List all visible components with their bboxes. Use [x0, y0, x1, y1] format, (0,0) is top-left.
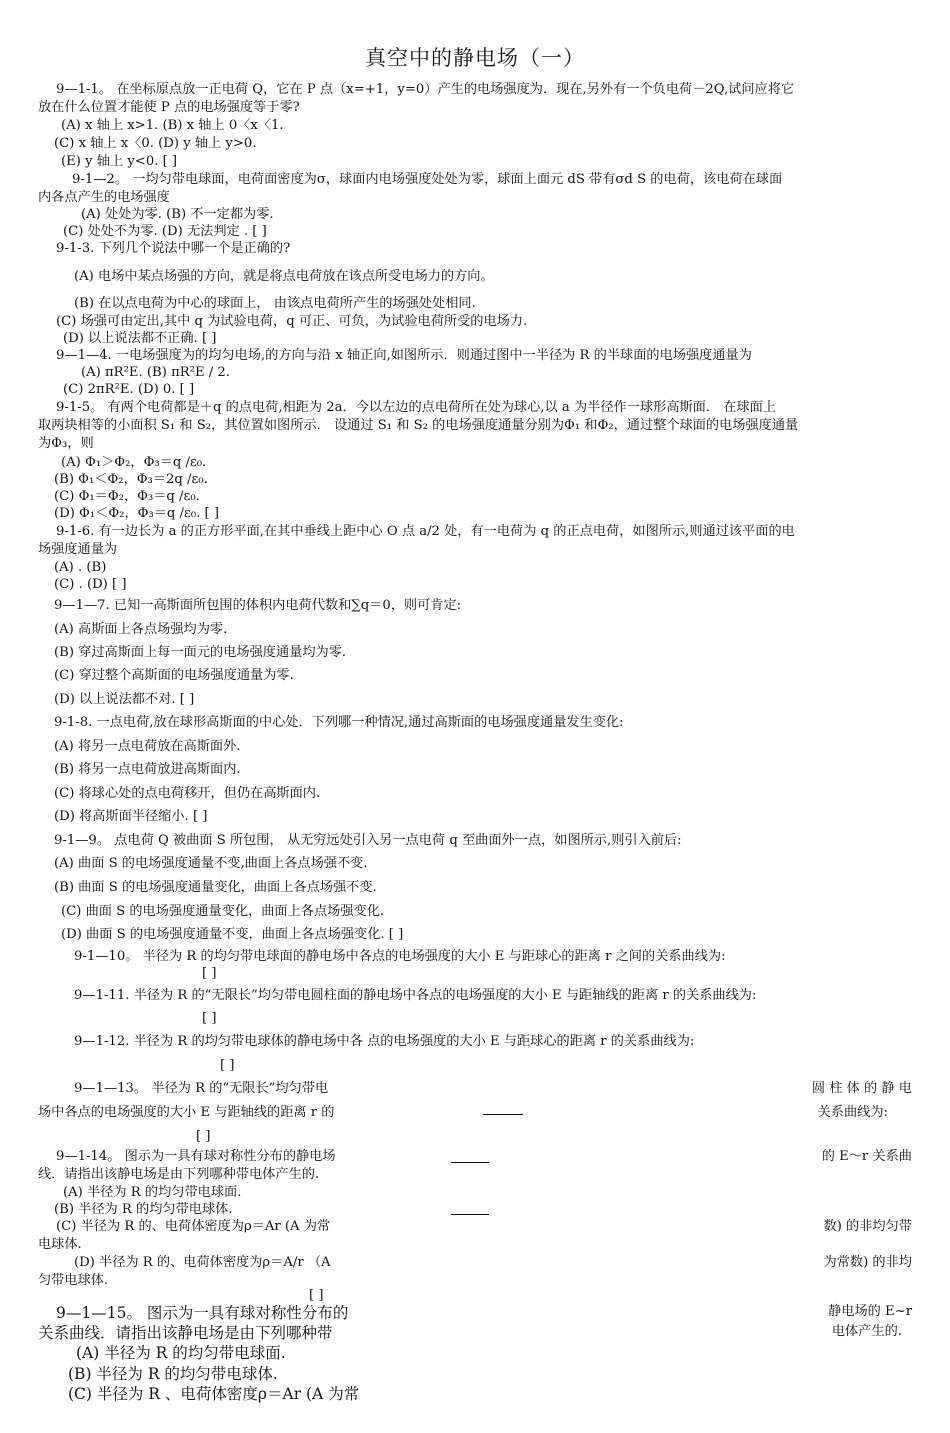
- q2-stem-line2: 内各点产生的电场强度: [38, 190, 170, 205]
- q5-option-a: (A) Φ₁＞Φ₂，Φ₃＝q /ε₀.: [61, 455, 207, 470]
- q7-option-a: (A) 高斯面上各点场强均为零.: [54, 622, 228, 637]
- q2-stem-line1: 9-1—2。 一均匀带电球面，电荷面密度为σ，球面内电场强度处处为零，球面上面元 dS 带有σd S 的电荷，该电荷在球面: [72, 172, 783, 187]
- q15-option-a: (A) 半径为 R 的均匀带电球面.: [76, 1344, 286, 1362]
- q15-right-text-line1: 静电场的 E~r: [828, 1304, 912, 1319]
- q9-option-d: (D) 曲面 S 的电场强度通量不变，曲面上各点场强变化. [ ]: [61, 927, 404, 942]
- q14-blank-line-2: [451, 1214, 489, 1215]
- q9-option-c: (C) 曲面 S 的电场强度通量变化，曲面上各点场强变化.: [61, 904, 385, 919]
- q14-option-a: (A) 半径为 R 的均匀带电球面.: [63, 1185, 242, 1200]
- q15-option-c: (C) 半径为 R 、电荷体密度ρ＝Ar (A 为常: [68, 1385, 360, 1403]
- q4-options-cd: (C) 2πR²E. (D) 0. [ ]: [63, 382, 195, 397]
- q14-right-text-line3: 为常数) 的非均: [823, 1255, 912, 1270]
- q5-stem-line3: 为Φ₃，则: [38, 436, 94, 451]
- q9-option-a: (A) 曲面 S 的电场强度通量不变,曲面上各点场强不变.: [54, 856, 368, 871]
- q6-stem-line2: 场强度通量为: [38, 542, 118, 557]
- q15-right-text-line2: 电体产生的.: [831, 1324, 902, 1339]
- q14-right-text-line2: 数) 的非均匀带: [823, 1219, 912, 1234]
- q14-option-c-line1: (C) 半径为 R 的、电荷体密度为ρ＝Ar (A 为常: [56, 1219, 331, 1234]
- q13-stem-line2: 场中各点的电场强度的大小 E 与距轴线的距离 r 的: [38, 1105, 335, 1120]
- q5-option-d: (D) Φ₁＜Φ₂，Φ₃＝q /ε₀. [ ]: [54, 506, 219, 521]
- q1-stem-line2: 放在什么位置才能使 P 点的电场强度等于零?: [38, 100, 300, 115]
- q14-stem-line2: 线．请指出该静电场是由下列哪种带电体产生的.: [38, 1167, 320, 1182]
- q3-option-d: (D) 以上说法都不正确. [ ]: [63, 331, 217, 346]
- q13-right-text-line2: 关系曲线为:: [817, 1105, 888, 1120]
- q12-answer-bracket: [ ]: [220, 1058, 235, 1073]
- q9-stem: 9-1—9。 点电荷 Q 被曲面 S 所包围， 从无穷远处引入另一点电荷 q 至曲面外一点，如图所示,则引入前后:: [54, 833, 682, 848]
- q14-answer-bracket: [ ]: [309, 1288, 324, 1303]
- q14-blank-line-1: [451, 1162, 489, 1163]
- q1-option-e: (E) y 轴上 y<0. [ ]: [61, 154, 178, 169]
- q11-answer-bracket: [ ]: [202, 1011, 217, 1026]
- q7-option-c: (C) 穿过整个高斯面的电场强度通量为零.: [54, 668, 294, 683]
- q7-option-b: (B) 穿过高斯面上每一面元的电场强度通量均为零.: [54, 645, 347, 660]
- q4-options-ab: (A) πR²E. (B) πR²E / 2.: [81, 365, 230, 380]
- q11-stem: 9—1-11. 半径为 R 的“无限长”均匀带电圆柱面的静电场中各点的电场强度的大小 E 与距轴线的距离 r 的关系曲线为:: [74, 988, 757, 1003]
- q14-stem-line1: 9—1-14。 图示为一具有球对称性分布的静电场: [56, 1149, 336, 1164]
- q6-stem-line1: 9-1-6. 有一边长为 a 的正方形平面,在其中垂线上距中心 O 点 a/2 处，有一电荷为 q 的正点电荷，如图所示,则通过该平面的电: [56, 524, 795, 539]
- q3-option-b: (B) 在以点电荷为中心的球面上， 由该点电荷所产生的场强处处相同.: [74, 296, 476, 311]
- q2-options-cd: (C) 处处不为零. (D) 无法判定 . [ ]: [63, 224, 267, 239]
- q1-stem-line1: 9—1-1。 在坐标原点放一正电荷 Q，它在 P 点（x=+1，y=0）产生的电场强度为．现在,另外有一个负电荷－2Q,试问应将它: [56, 82, 795, 97]
- q7-stem: 9—1—7. 已知一高斯面所包围的体积内电荷代数和∑q＝0，则可肯定:: [54, 598, 462, 613]
- q3-stem: 9-1-3. 下列几个说法中哪一个是正确的?: [56, 241, 291, 256]
- q5-stem-line2: 取两块相等的小面积 S₁ 和 S₂，其位置如图所示． 设通过 S₁ 和 S₂ 的电场强度通量分别为Φ₁ 和Φ₂，通过整个球面的电场强度通量: [38, 418, 799, 433]
- q14-option-d-line2: 匀带电球体.: [38, 1273, 109, 1288]
- q3-option-c: (C) 场强可由定出,其中 q 为试验电荷，q 可正、可负，为试验电荷所受的电场力.: [56, 314, 528, 329]
- q10-answer-bracket: [ ]: [202, 966, 217, 981]
- q4-stem: 9—1—4. 一电场强度为的均匀电场,的方向与沿 x 轴正向,如图所示．则通过图中一半径为 R 的半球面的电场强度通量为: [56, 348, 752, 363]
- q2-options-ab: (A) 处处为零. (B) 不一定都为零.: [81, 207, 274, 222]
- q14-right-text-line1: 的 E～r 关系曲: [821, 1149, 912, 1164]
- q3-option-a: (A) 电场中某点场强的方向，就是将点电荷放在该点所受电场力的方向。: [74, 269, 494, 284]
- q14-option-b: (B) 半径为 R 的均匀带电球体.: [54, 1202, 233, 1217]
- q13-answer-bracket: [ ]: [196, 1129, 211, 1144]
- q8-option-b: (B) 将另一点电荷放进高斯面内.: [54, 762, 241, 777]
- q5-option-c: (C) Φ₁＝Φ₂，Φ₃＝q /ε₀.: [54, 489, 200, 504]
- q12-stem: 9—1-12. 半径为 R 的均匀带电球体的静电场中各 点的电场强度的大小 E 与距球心的距离 r 的关系曲线为:: [74, 1034, 695, 1049]
- q8-option-c: (C) 将球心处的点电荷移开，但仍在高斯面内.: [54, 786, 321, 801]
- page-title: 真空中的静电场（一）: [365, 46, 585, 70]
- q13-stem-line1: 9—1—13。 半径为 R 的“无限长”均匀带电: [74, 1081, 329, 1096]
- q15-option-b: (B) 半径为 R 的均匀带电球体.: [68, 1365, 278, 1383]
- q1-options-cd: (C) x 轴上 x〈0. (D) y 轴上 y>0.: [54, 136, 257, 151]
- q14-option-c-line2: 电球体.: [38, 1237, 82, 1252]
- q15-stem-line1: 9—1—15。 图示为一具有球对称性分布的: [56, 1304, 349, 1322]
- q6-options-cd: (C) . (D) [ ]: [54, 577, 127, 592]
- q8-option-a: (A) 将另一点电荷放在高斯面外.: [54, 739, 241, 754]
- q8-stem: 9-1-8. 一点电荷,放在球形高斯面的中心处．下列哪一种情况,通过高斯面的电场强度通量发生变化:: [54, 715, 624, 730]
- q10-stem: 9-1—10。 半径为 R 的均匀带电球面的静电场中各点的电场强度的大小 E 与距球心的距离 r 之间的关系曲线为:: [74, 949, 726, 964]
- q5-stem-line1: 9-1-5。 有两个电荷都是＋q 的点电荷,相距为 2a．今以左边的点电荷所在处为球心,以 a 为半径作一球形高斯面． 在球面上: [56, 400, 776, 415]
- q7-option-d: (D) 以上说法都不对. [ ]: [54, 692, 195, 707]
- q8-option-d: (D) 将高斯面半径缩小. [ ]: [54, 809, 208, 824]
- q13-right-text-line1: 圆 柱 体 的 静 电: [811, 1081, 912, 1096]
- q15-stem-line2: 关系曲线．请指出该静电场是由下列哪种带: [38, 1324, 333, 1342]
- q9-option-b: (B) 曲面 S 的电场强度通量变化，曲面上各点场强不变.: [54, 880, 377, 895]
- q5-option-b: (B) Φ₁＜Φ₂，Φ₃＝2q /ε₀.: [54, 472, 208, 487]
- q6-options-ab: (A) . (B): [54, 560, 107, 575]
- q1-options-ab: (A) x 轴上 x>1. (B) x 轴上 0〈x〈1.: [61, 118, 284, 133]
- q14-option-d-line1: (D) 半径为 R 的、电荷体密度为ρ＝A/r （A: [74, 1255, 331, 1270]
- q13-blank-line: [483, 1114, 523, 1115]
